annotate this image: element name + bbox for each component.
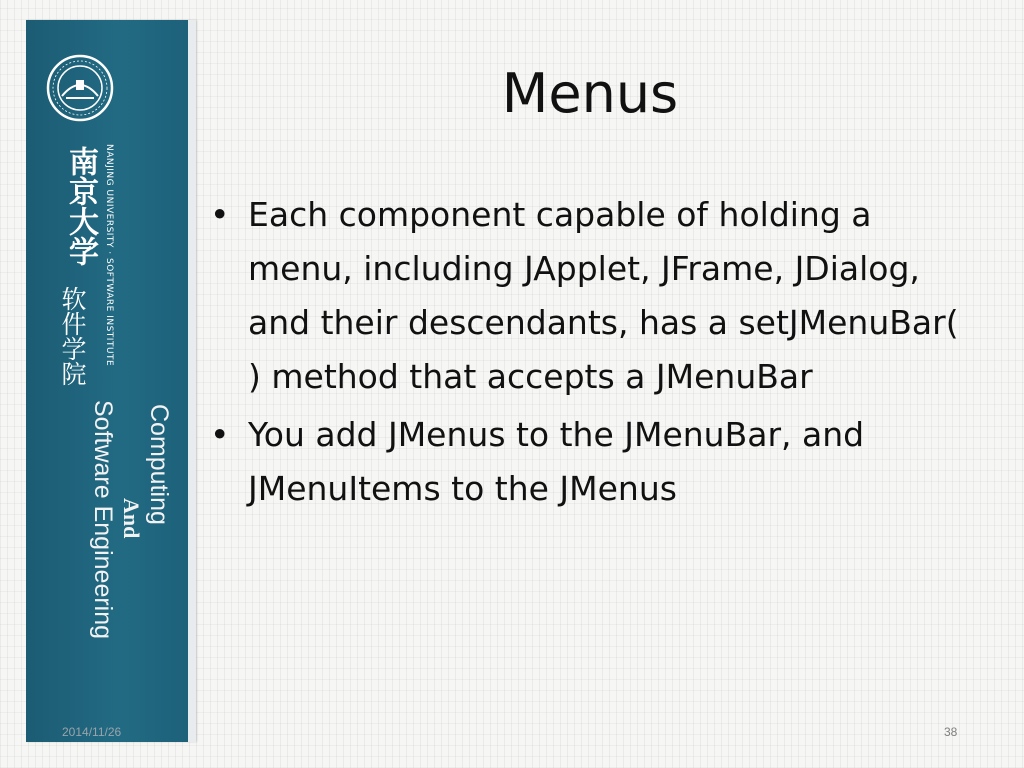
slide-page-number: 38 xyxy=(944,725,958,739)
university-name-chinese: 南京大学 xyxy=(63,146,98,266)
sidebar-stripe xyxy=(188,20,196,742)
tagline-computing: Computing xyxy=(145,404,173,525)
tagline-and: And xyxy=(119,498,144,539)
sidebar-banner xyxy=(26,20,196,742)
bullet-dot-icon: • xyxy=(210,195,230,234)
bullet-item xyxy=(210,188,980,404)
institute-name-chinese: 软件学院 xyxy=(58,286,87,386)
tagline-software-engineering: Software Engineering xyxy=(89,400,117,640)
bullet-dot-icon: • xyxy=(210,415,230,454)
department-tagline xyxy=(88,400,174,639)
slide-date: 2014/11/26 xyxy=(62,725,122,739)
university-seal-icon xyxy=(46,54,114,122)
bullet-list xyxy=(210,188,980,520)
slide-title: Menus xyxy=(501,62,679,125)
bullet-text: Each component capable of holding a menu, including JApplet, JFrame, JDialog, and their descendants, has a setJMenuBar( ) method that accepts a JMenuBar xyxy=(248,195,959,396)
university-name-english: NANJING UNIVERSITY · SOFTWARE INSTITUTE xyxy=(104,144,114,367)
bullet-text: You add JMenus to the JMenuBar, and JMenuItems to the JMenus xyxy=(248,415,865,508)
bullet-item xyxy=(210,408,980,516)
